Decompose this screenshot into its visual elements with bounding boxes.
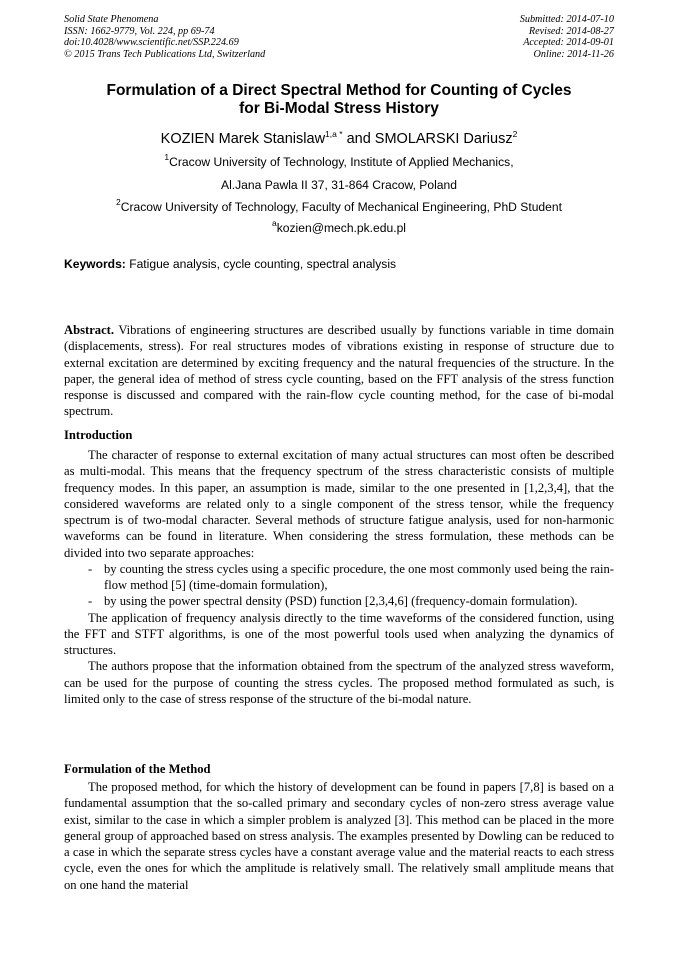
- abstract: [64, 322, 614, 420]
- author-conjunction: and: [342, 131, 375, 147]
- approach-list: [64, 561, 614, 610]
- method-paragraph-1: The proposed method, for which the history of development can be found in papers [7,8] is based on a fundamental assumption that the so-called primary and secondary cycles of non-zero stress average value exist, similar to the case in which a simpler problem is analyzed [3]. This method can be placed in the more general group of approached based on stress analysis. The examples presented by Dowling can be reduced to a case in which the separate stress cycles have a constant average value and the material reacts to each stress cycle, even the ones for which the amplitude is relatively small. The relatively small amplitude means that on one hand the material: [64, 780, 614, 892]
- title-line-2: for Bi-Modal Stress History: [239, 100, 439, 117]
- email-marker: a: [272, 218, 277, 228]
- abstract-label: Abstract.: [64, 323, 115, 337]
- introduction-paragraph-3: The authors propose that the information obtained from the spectrum of the analyzed stress waveform, can be used for the purpose of counting the stress cycles. The proposed method formulated as such, is limited only to the case of stress response of the structure of the bi-modal nature.: [64, 659, 614, 706]
- title-line-1: Formulation of a Direct Spectral Method for Counting of Cycles: [106, 82, 572, 99]
- introduction-body: [64, 447, 614, 707]
- list-item: [64, 593, 614, 609]
- list-bullet: -: [88, 561, 93, 576]
- list-item-text: by using the power spectral density (PSD) function [2,3,4,6] (frequency-domain formulation).: [104, 594, 578, 609]
- list-item: [64, 561, 614, 594]
- introduction-paragraph-2: The application of frequency analysis directly to the time waveforms of the considered function, using the FFT and STFT algorithms, is one of the most powerful tools used when analyzing the dynamics of structures.: [64, 610, 614, 657]
- affiliation-1: [40, 152, 638, 169]
- email-address[interactable]: kozien@mech.pk.edu.pl: [276, 221, 406, 235]
- keywords: [64, 257, 624, 271]
- paper-title: [60, 82, 618, 118]
- keywords-label: Keywords:: [64, 257, 126, 271]
- method-body: [64, 779, 614, 893]
- method-heading: Formulation of the Method: [64, 762, 211, 776]
- online-date: Online: 2014-11-26: [533, 48, 614, 60]
- affiliation-2-marker: 2: [116, 197, 121, 207]
- copyright-line: © 2015 Trans Tech Publications Ltd, Switzerland: [64, 48, 266, 60]
- publication-dates: [520, 14, 614, 60]
- author-2-marker: 2: [512, 129, 518, 139]
- keywords-text: Fatigue analysis, cycle counting, spectral analysis: [125, 257, 397, 271]
- abstract-text: Vibrations of engineering structures are described usually by functions variable in time domain (displacements, stress). For real structures modes of vibrations existing in response of structure due to external excitation are determined by exciting frequency and the natural frequencies of the structure. In the paper, the general idea of method of stress cycle counting, based on the FFT analysis of the stress function response is discussed and compared with the rain-flow cycle counting method, for the case of bi-modal spectrum.: [64, 323, 614, 419]
- author-1-marker: 1,a *: [325, 129, 343, 139]
- author-1: KOZIEN Marek Stanislaw: [160, 131, 326, 147]
- author-list: [40, 130, 638, 148]
- accepted-date: Accepted: 2014-09-01: [523, 37, 614, 48]
- author-email: [40, 218, 638, 235]
- affiliation-1-marker: 1: [164, 152, 170, 162]
- list-bullet: -: [88, 594, 93, 609]
- affiliation-2-text: Cracow University of Technology, Faculty of Mechanical Engineering, PhD Student: [120, 200, 562, 214]
- journal-name: Solid State Phenomena: [64, 14, 159, 25]
- affiliation-1-address: Al.Jana Pawla II 37, 31-864 Cracow, Poland: [221, 178, 457, 192]
- journal-info: [64, 14, 265, 60]
- doi-line: doi:10.4028/www.scientific.net/SSP.224.69: [64, 37, 239, 48]
- affiliation-2: [40, 197, 638, 214]
- introduction-paragraph-1: The character of response to external excitation of many actual structures can most often be described as multi-modal. This means that the frequency spectrum of the stress characteristic consists of multiple frequency modes. In this paper, an assumption is made, similar to the one presented in [1,2,3,4], that the considered waveforms are related only to a single component of the stress tensor, while the frequency spectrum is of two-modal character. Several methods of structure fatigue analysis, used for non-harmonic waveforms can be found in literature. When considering the stress formulation, these methods can be divided into two separate approaches:: [64, 448, 614, 560]
- list-item-text: by counting the stress cycles using a specific procedure, the one most commonly used being the rain-flow method [5] (time-domain formulation),: [104, 561, 614, 592]
- introduction-heading: Introduction: [64, 428, 133, 442]
- revised-date: Revised: 2014-08-27: [528, 25, 614, 37]
- affiliation-1-text: Cracow University of Technology, Institute of Applied Mechanics,: [169, 155, 514, 169]
- author-2: SMOLARSKI Dariusz: [374, 131, 513, 147]
- issn-line: ISSN: 1662-9779, Vol. 224, pp 69-74: [64, 25, 215, 37]
- submitted-date: Submitted: 2014-07-10: [519, 14, 614, 25]
